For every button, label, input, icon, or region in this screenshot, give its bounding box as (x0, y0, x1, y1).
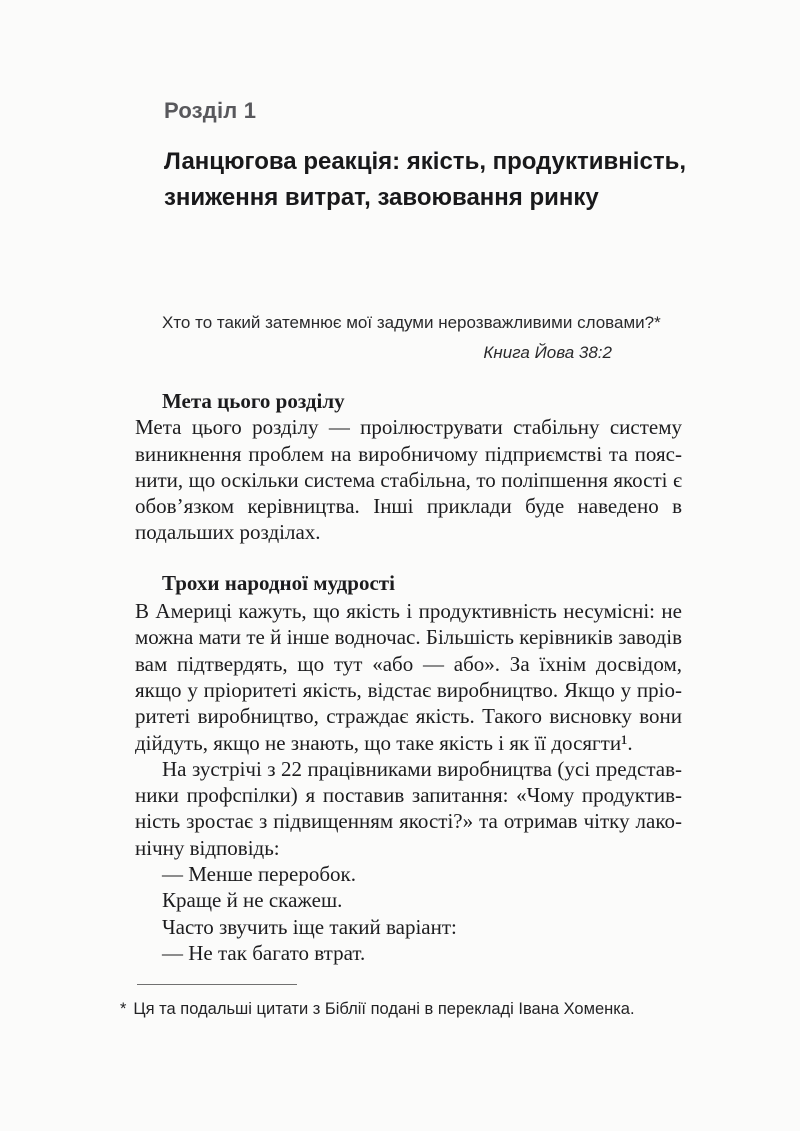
section-heading-purpose: Мета цього розділу (162, 389, 345, 413)
footnote-line (120, 998, 760, 1020)
footnote-divider (137, 984, 297, 985)
footnote-marker: * (120, 1000, 127, 1018)
section-heading-folk-wisdom: Трохи народної мудрості (162, 570, 395, 595)
chapter-title-line-2: зниження витрат, завоювання ринку (164, 184, 599, 212)
remark-line-well-said: Краще й не скажеш. (162, 888, 343, 913)
epigraph-source: Книга Йова 38:2 (483, 343, 612, 362)
paragraph-meeting: На зустрічі з 22 працівниками виробництва (усі представники профспілки) я поставив запитання: «Чому продуктивність зростає з підвищенням якості?» та отримав чітку лаконічну відповідь: (135, 756, 682, 860)
dialog-line-less-waste: — Не так багато втрат. (162, 940, 366, 965)
chapter-title (164, 144, 686, 216)
epigraph (162, 312, 661, 364)
epigraph-text: Хто то такий затемнює мої задуми нерозважливими словами?* (162, 313, 661, 332)
chapter-label: Розділ 1 (164, 98, 257, 123)
paragraph-purpose: Мета цього розділу — проілюструвати стабільну систему виникнення проблем на виробничому підприємстві та пояснити, що оскільки система стабільна, то поліпшення якості є обов’язком керівництва. Інші приклади буде наведено в подальших розділах. (135, 415, 682, 545)
paragraph-folk-wisdom: В Америці кажуть, що якість і продуктивність несумісні: не можна мати те й інше водночас. Більшість керівників заводів вам підтвердять, що тут «або — або». За їхнім досвідом, якщо у пріоритеті якість, відстає виробництво. Якщо у пріоритеті виробництво, страждає якість. Такого висновку вони дійдуть, якщо не знають, що таке якість і як її досягти¹. (135, 599, 682, 755)
body-text-column (135, 388, 682, 966)
remark-line-variant: Часто звучить іще такий варіант: (162, 914, 457, 939)
dialog-line-less-rework: — Менше переробок. (162, 862, 356, 887)
chapter-title-line-1: Ланцюгова реакція: якість, продуктивність, (164, 148, 686, 176)
footnote (120, 984, 760, 1020)
footnote-text: Ця та подальші цитати з Біблії подані в перекладі Івана Хоменка. (133, 1000, 635, 1018)
